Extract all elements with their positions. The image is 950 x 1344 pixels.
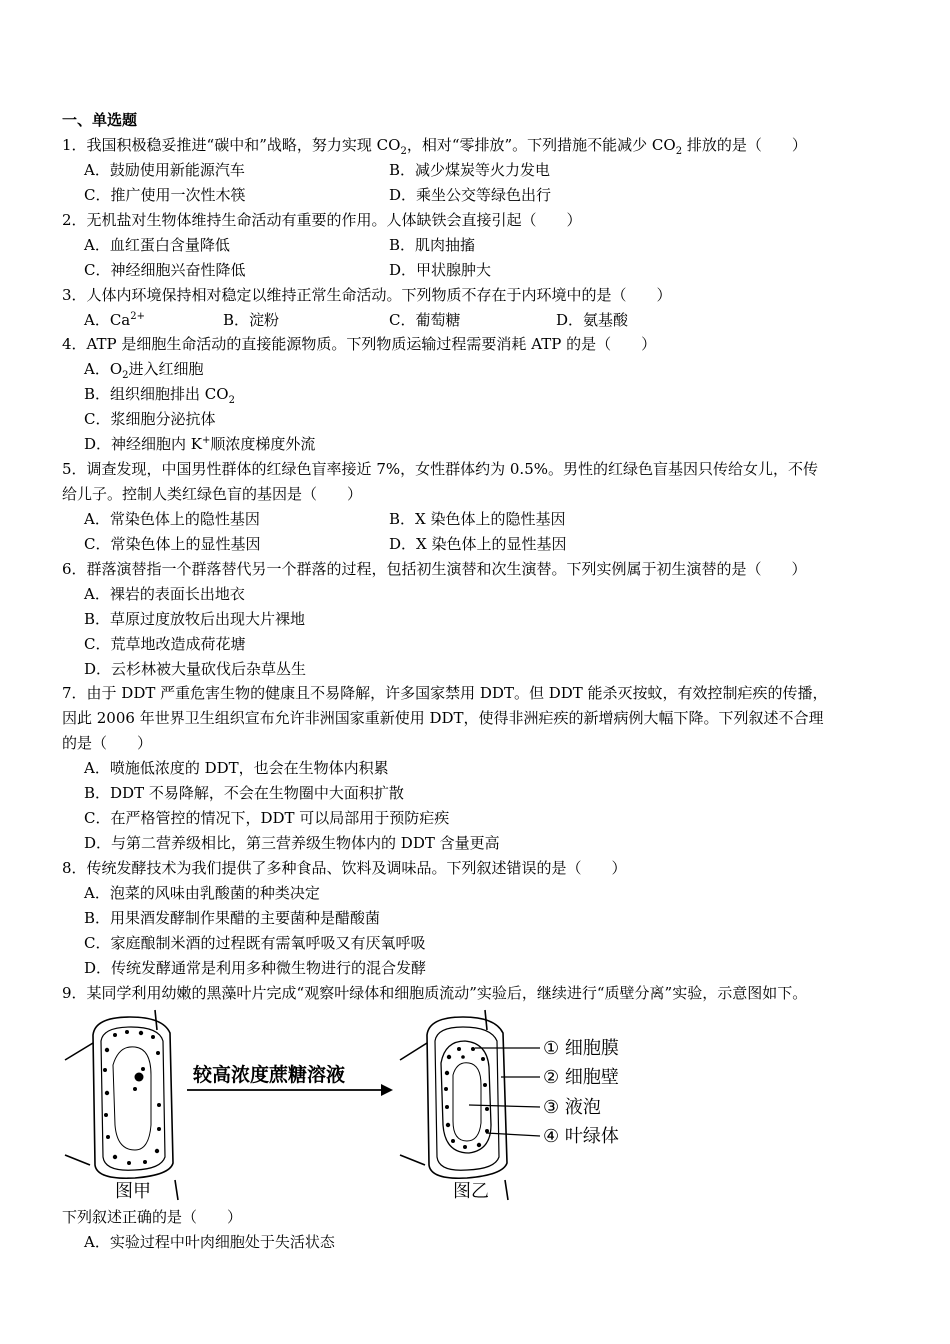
- question-8-stem: 8．传统发酵技术为我们提供了多种食品、饮料及调味品。下列叙述错误的是（ ）: [62, 859, 627, 877]
- question-7-option-c: C．在严格管控的情况下，DDT 可以局部用于预防疟疾: [84, 809, 450, 827]
- question-1-stem: 1．我国积极稳妥推进“碳中和”战略，努力实现 $CO_2$，相对“零排放”。下列措施不能减少 $CO_2$ 排放的是（ ）: [62, 136, 807, 157]
- question-7-option-a: A．喷施低浓度的 DDT，也会在生物体内积累: [84, 759, 389, 777]
- question-4-stem: 4．ATP 是细胞生命活动的直接能源物质。下列物质运输过程需要消耗 ATP 的是（ ）: [62, 335, 657, 353]
- question-6-option-d: D．云杉林被大量砍伐后杂草丛生: [84, 660, 307, 678]
- question-5-option-a: A．常染色体上的隐性基因: [84, 510, 260, 528]
- question-4-option-b: B．组织细胞排出 $CO_2$: [84, 385, 235, 406]
- question-5-stem-line1: 5．调查发现，中国男性群体的红绿色盲率接近 7%，女性群体约为 0.5%。男性的红绿色盲基因只传给女儿，不传: [62, 460, 818, 478]
- question-7-stem-line3: 的是（ ）: [62, 734, 153, 752]
- question-4-option-c: C．浆细胞分泌抗体: [84, 410, 216, 428]
- question-4-option-a: A．$O_2$进入红细胞: [84, 360, 204, 381]
- question-4-option-d: D．神经细胞内 K+顺浓度梯度外流: [84, 435, 316, 453]
- question-3-option-b: B．淀粉: [223, 311, 280, 329]
- question-7-option-b: B．DDT 不易降解，不会在生物圈中大面积扩散: [84, 784, 404, 802]
- question-8-option-a: A．泡菜的风味由乳酸菌的种类决定: [84, 884, 320, 902]
- label-chloroplast: ④ 叶绿体: [543, 1126, 619, 1147]
- question-3-stem: 3．人体内环境保持相对稳定以维持正常生命活动。下列物质不存在于内环境中的是（ ）: [62, 286, 672, 304]
- plasmolysis-figure: [55, 1005, 675, 1205]
- question-8-option-d: D．传统发酵通常是利用多种微生物进行的混合发酵: [84, 959, 427, 977]
- label-vacuole: ③ 液泡: [543, 1097, 601, 1118]
- question-8-option-b: B．用果酒发酵制作果醋的主要菌种是醋酸菌: [84, 909, 381, 927]
- question-7-stem-line1: 7．由于 DDT 严重危害生物的健康且不易降解，许多国家禁用 DDT。但 DDT 能杀灭按蚊，有效控制疟疾的传播，: [62, 684, 828, 702]
- caption-figure-a: 图甲: [115, 1181, 151, 1202]
- question-5-stem-line2: 给儿子。控制人类红绿色盲的基因是（ ）: [62, 485, 363, 503]
- question-7-stem-line2: 因此 2006 年世界卫生组织宣布允许非洲国家重新使用 DDT，使得非洲疟疾的新增病例大幅下降。下列叙述不合理: [62, 709, 824, 727]
- question-2-option-b: B．肌肉抽搐: [389, 236, 476, 254]
- question-5-option-c: C．常染色体上的显性基因: [84, 535, 261, 553]
- question-1-option-b: B．减少煤炭等火力发电: [389, 161, 551, 179]
- arrow-label: 较高浓度蔗糖溶液: [193, 1064, 346, 1086]
- question-1-option-d: D．乘坐公交等绿色出行: [389, 186, 552, 204]
- section-title: 一、单选题: [62, 111, 138, 129]
- label-cell-wall: ② 细胞壁: [543, 1067, 619, 1088]
- question-5-option-b: B．X 染色体上的隐性基因: [389, 510, 566, 528]
- question-1-option-c: C．推广使用一次性木筷: [84, 186, 246, 204]
- question-7-option-d: D．与第二营养级相比，第三营养级生物体内的 DDT 含量更高: [84, 834, 500, 852]
- question-3-option-d: D．氨基酸: [556, 311, 629, 329]
- question-6-option-a: A．裸岩的表面长出地衣: [84, 585, 245, 603]
- question-2-option-c: C．神经细胞兴奋性降低: [84, 261, 246, 279]
- question-6-option-b: B．草原过度放牧后出现大片裸地: [84, 610, 306, 628]
- cell-a-chloroplasts: [103, 1030, 161, 1165]
- question-2-option-d: D．甲状腺肿大: [389, 261, 492, 279]
- question-9-stem: 9．某同学利用幼嫩的黑藻叶片完成“观察叶绿体和细胞质流动”实验后，继续进行“质壁分离”实验，示意图如下。: [62, 984, 808, 1002]
- caption-figure-b: 图乙: [453, 1181, 489, 1202]
- question-6-option-c: C．荒草地改造成荷花塘: [84, 635, 246, 653]
- question-8-option-c: C．家庭酿制米酒的过程既有需氧呼吸又有厌氧呼吸: [84, 934, 426, 952]
- question-5-option-d: D．X 染色体上的显性基因: [389, 535, 567, 553]
- question-2-option-a: A．血红蛋白含量降低: [84, 236, 230, 254]
- question-6-stem: 6．群落演替指一个群落替代另一个群落的过程，包括初生演替和次生演替。下列实例属于初生演替的是（ ）: [62, 560, 807, 578]
- question-3-option-c: C．葡萄糖: [389, 311, 461, 329]
- question-1-option-a: A．鼓励使用新能源汽车: [84, 161, 245, 179]
- label-cell-membrane: ① 细胞膜: [543, 1038, 619, 1059]
- cell-b-diagram: [400, 1010, 508, 1200]
- question-2-stem: 2．无机盐对生物体维持生命活动有重要的作用。人体缺铁会直接引起（ ）: [62, 211, 582, 229]
- question-3-option-a: A．$Ca^{2+}$: [84, 311, 146, 329]
- question-9-option-a: A．实验过程中叶肉细胞处于失活状态: [84, 1233, 335, 1251]
- question-9-stem-2: 下列叙述正确的是（ ）: [62, 1208, 243, 1226]
- cell-a-diagram: [65, 1010, 178, 1200]
